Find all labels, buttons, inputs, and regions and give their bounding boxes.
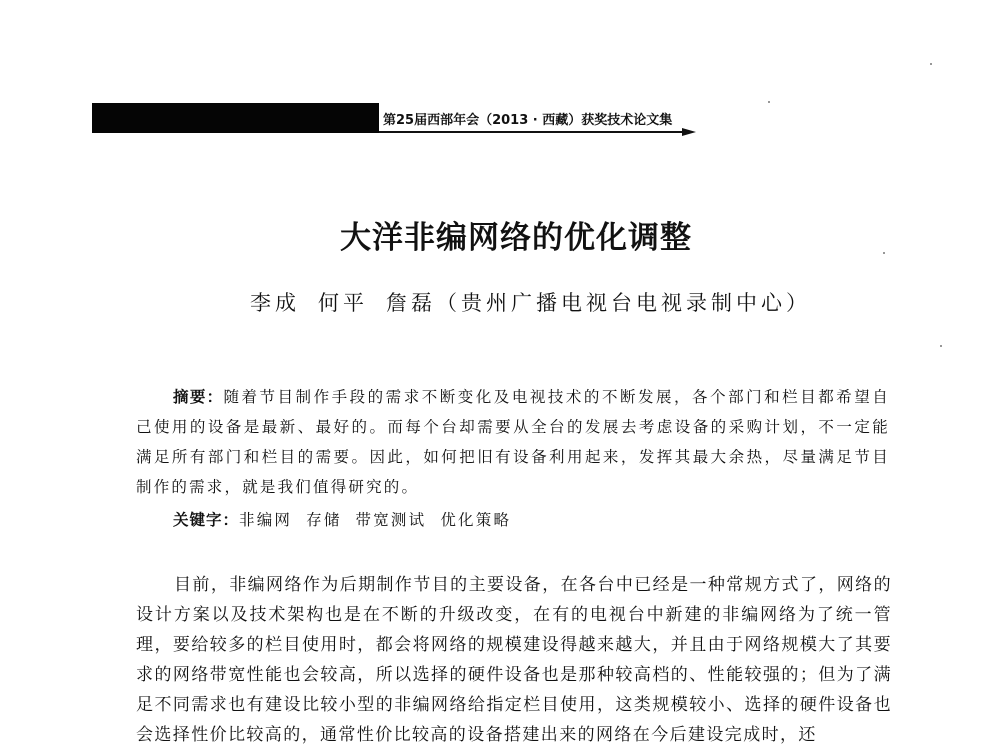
- author-name: 何平: [318, 291, 368, 315]
- header-black-bar: [92, 103, 379, 133]
- keyword: 存储: [306, 511, 342, 529]
- keyword: 非编网: [239, 511, 293, 529]
- author-affiliation: （贵州广播电视台电视录制中心）: [436, 291, 811, 315]
- abstract-label: 摘要：: [173, 388, 224, 406]
- running-title: 第25届西部年会（2013 · 西藏）获奖技术论文集: [383, 113, 673, 128]
- abstract: [136, 382, 890, 502]
- keyword: 优化策略: [440, 511, 512, 529]
- author-name: 詹磊: [386, 291, 436, 315]
- abstract-text: 随着节目制作手段的需求不断变化及电视技术的不断发展，各个部门和栏目都希望自己使用的设备是最新、最好的。而每个台却需要从全台的发展去考虑设备的采购计划，不一定能满足所有部门和栏目的需要。因此，如何把旧有设备利用起来，发挥其最大余热，尽量满足节目制作的需求，就是我们值得研究的。: [136, 388, 890, 496]
- running-header: [92, 103, 696, 137]
- keywords-label: 关键字：: [173, 511, 240, 529]
- scan-speck: [883, 252, 885, 254]
- author-name: 李成: [250, 291, 300, 315]
- header-rule-arrow: [682, 128, 696, 136]
- author-line: [250, 287, 810, 317]
- keywords: [173, 508, 525, 530]
- scan-speck: [768, 101, 770, 103]
- scan-speck: [940, 345, 942, 347]
- body-paragraph: 目前，非编网络作为后期制作节目的主要设备，在各台中已经是一种常规方式了，网络的设计方案以及技术架构也是在不断的升级改变，在有的电视台中新建的非编网络为了统一管理，要给较多的栏目使用时，都会将网络的规模建设得越来越大，并且由于网络规模大了其要求的网络带宽性能也会较高，所以选择的硬件设备也是那种较高档的、性能较强的；但为了满足不同需求也有建设比较小型的非编网络给指定栏目使用，这类规模较小、选择的硬件设备也会选择性价比较高的，通常性价比较高的设备搭建出来的网络在今后建设完成时，还: [136, 575, 892, 745]
- keyword: 带宽测试: [355, 511, 427, 529]
- article-title: 大洋非编网络的优化调整: [340, 220, 692, 256]
- scan-speck: [930, 63, 932, 65]
- header-rule: [379, 131, 689, 133]
